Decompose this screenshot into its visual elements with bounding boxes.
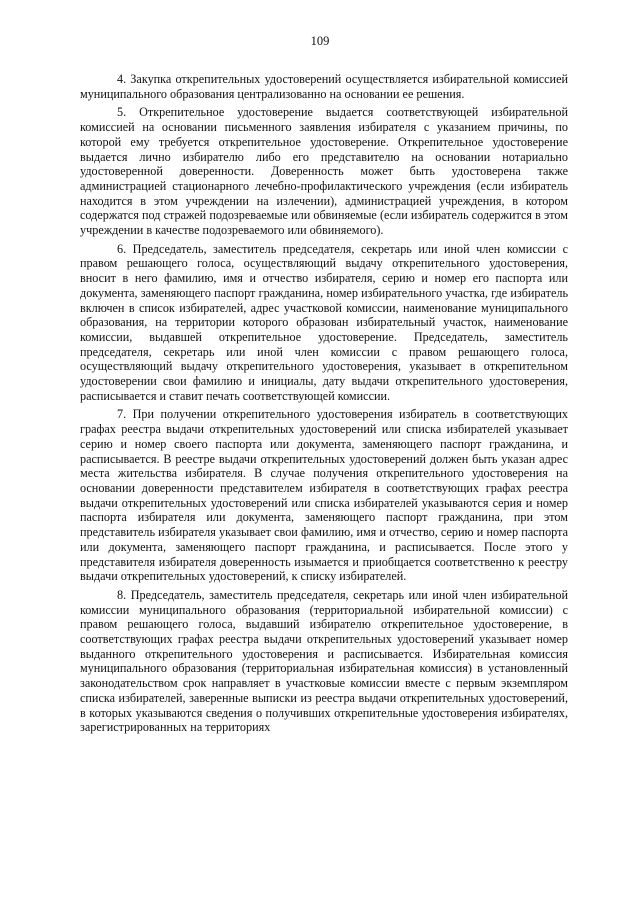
- paragraph-6: 6. Председатель, заместитель председателя, секретарь или иной член комиссии с правом решающего голоса, осуществляющий выдачу открепительного удостоверения, вносит в него фамилию, имя и отчество избирателя, серию и номер его паспорта или документа, заменяющего паспорт гражданина, номер избирательного участка, где избиратель включен в список избирателей, адрес участковой комиссии, наименование муниципального образования, на территории которого образован избирательный участок, наименование комиссии, выдавшей открепительное удостоверение. Председатель, заместитель председателя, секретарь или иной член комиссии с правом решающего голоса, осуществляющий выдачу открепительного удостоверения, указывает в открепительном удостоверении свои фамилию и инициалы, дату выдачи открепительного удостоверения, расписывается и ставит печать соответствующей комиссии.: [80, 241, 568, 403]
- paragraph-5: 5. Открепительное удостоверение выдается соответствующей избирательной комиссией на основании письменного заявления избирателя с указанием причины, по которой ему требуется открепительное удостоверение. Открепительное удостоверение выдается лично избирателю либо его представителю на основании нотариально удостоверенной доверенности. Доверенность может быть удостоверена также администрацией стационарного лечебно-профилактического учреждения (если избиратель находится в этом учреждении на излечении), администрацией учреждения, в котором содержатся под стражей подозреваемые или обвиняемые (если избиратель содержится в этом учреждении в качестве подозреваемого или обвиняемого).: [80, 105, 568, 238]
- paragraph-4: 4. Закупка открепительных удостоверений осуществляется избирательной комиссией муниципального образования централизованно на основании ее решения.: [80, 72, 568, 101]
- paragraph-7: 7. При получении открепительного удостоверения избиратель в соответствующих графах реестра выдачи открепительных удостоверений или списка избирателей указывает серию и номер своего паспорта или документа, заменяющего паспорт гражданина, и расписывается. В реестре выдачи открепительных удостоверений должен быть указан адрес места жительства избирателя. В случае получения открепительного удостоверения на основании доверенности представителем избирателя в соответствующих графах реестра выдачи открепительных удостоверений или списка избирателей указываются серия и номер паспорта избирателя или документа, заменяющего паспорт гражданина, при этом представитель избирателя указывает свои фамилию, имя и отчество, серию и номер паспорта или документа, заменяющего паспорт гражданина, и расписывается. После этого у представителя избирателя доверенность изымается и приобщается соответственно к реестру выдачи открепительных удостоверений, к списку избирателей.: [80, 407, 568, 584]
- paragraph-8: 8. Председатель, заместитель председателя, секретарь или иной член избирательной комиссии муниципального образования (территориальной избирательной комиссии) с правом решающего голоса, выдавший избирателю открепительное удостоверение, в соответствующих графах реестра выдачи открепительных удостоверений указывает номер выданного открепительного удостоверения и расписывается. Избирательная комиссия муниципального образования (территориальная избирательная комиссия) в установленный законодательством срок направляет в участковые комиссии вместе с первым экземпляром списка избирателей, заверенные выписки из реестра выдачи открепительных удостоверений, в которых указываются сведения о получивших открепительные удостоверения избирателях, зарегистрированных на территориях: [80, 587, 568, 735]
- page-number: 109: [310, 34, 330, 48]
- document-body: [80, 72, 568, 739]
